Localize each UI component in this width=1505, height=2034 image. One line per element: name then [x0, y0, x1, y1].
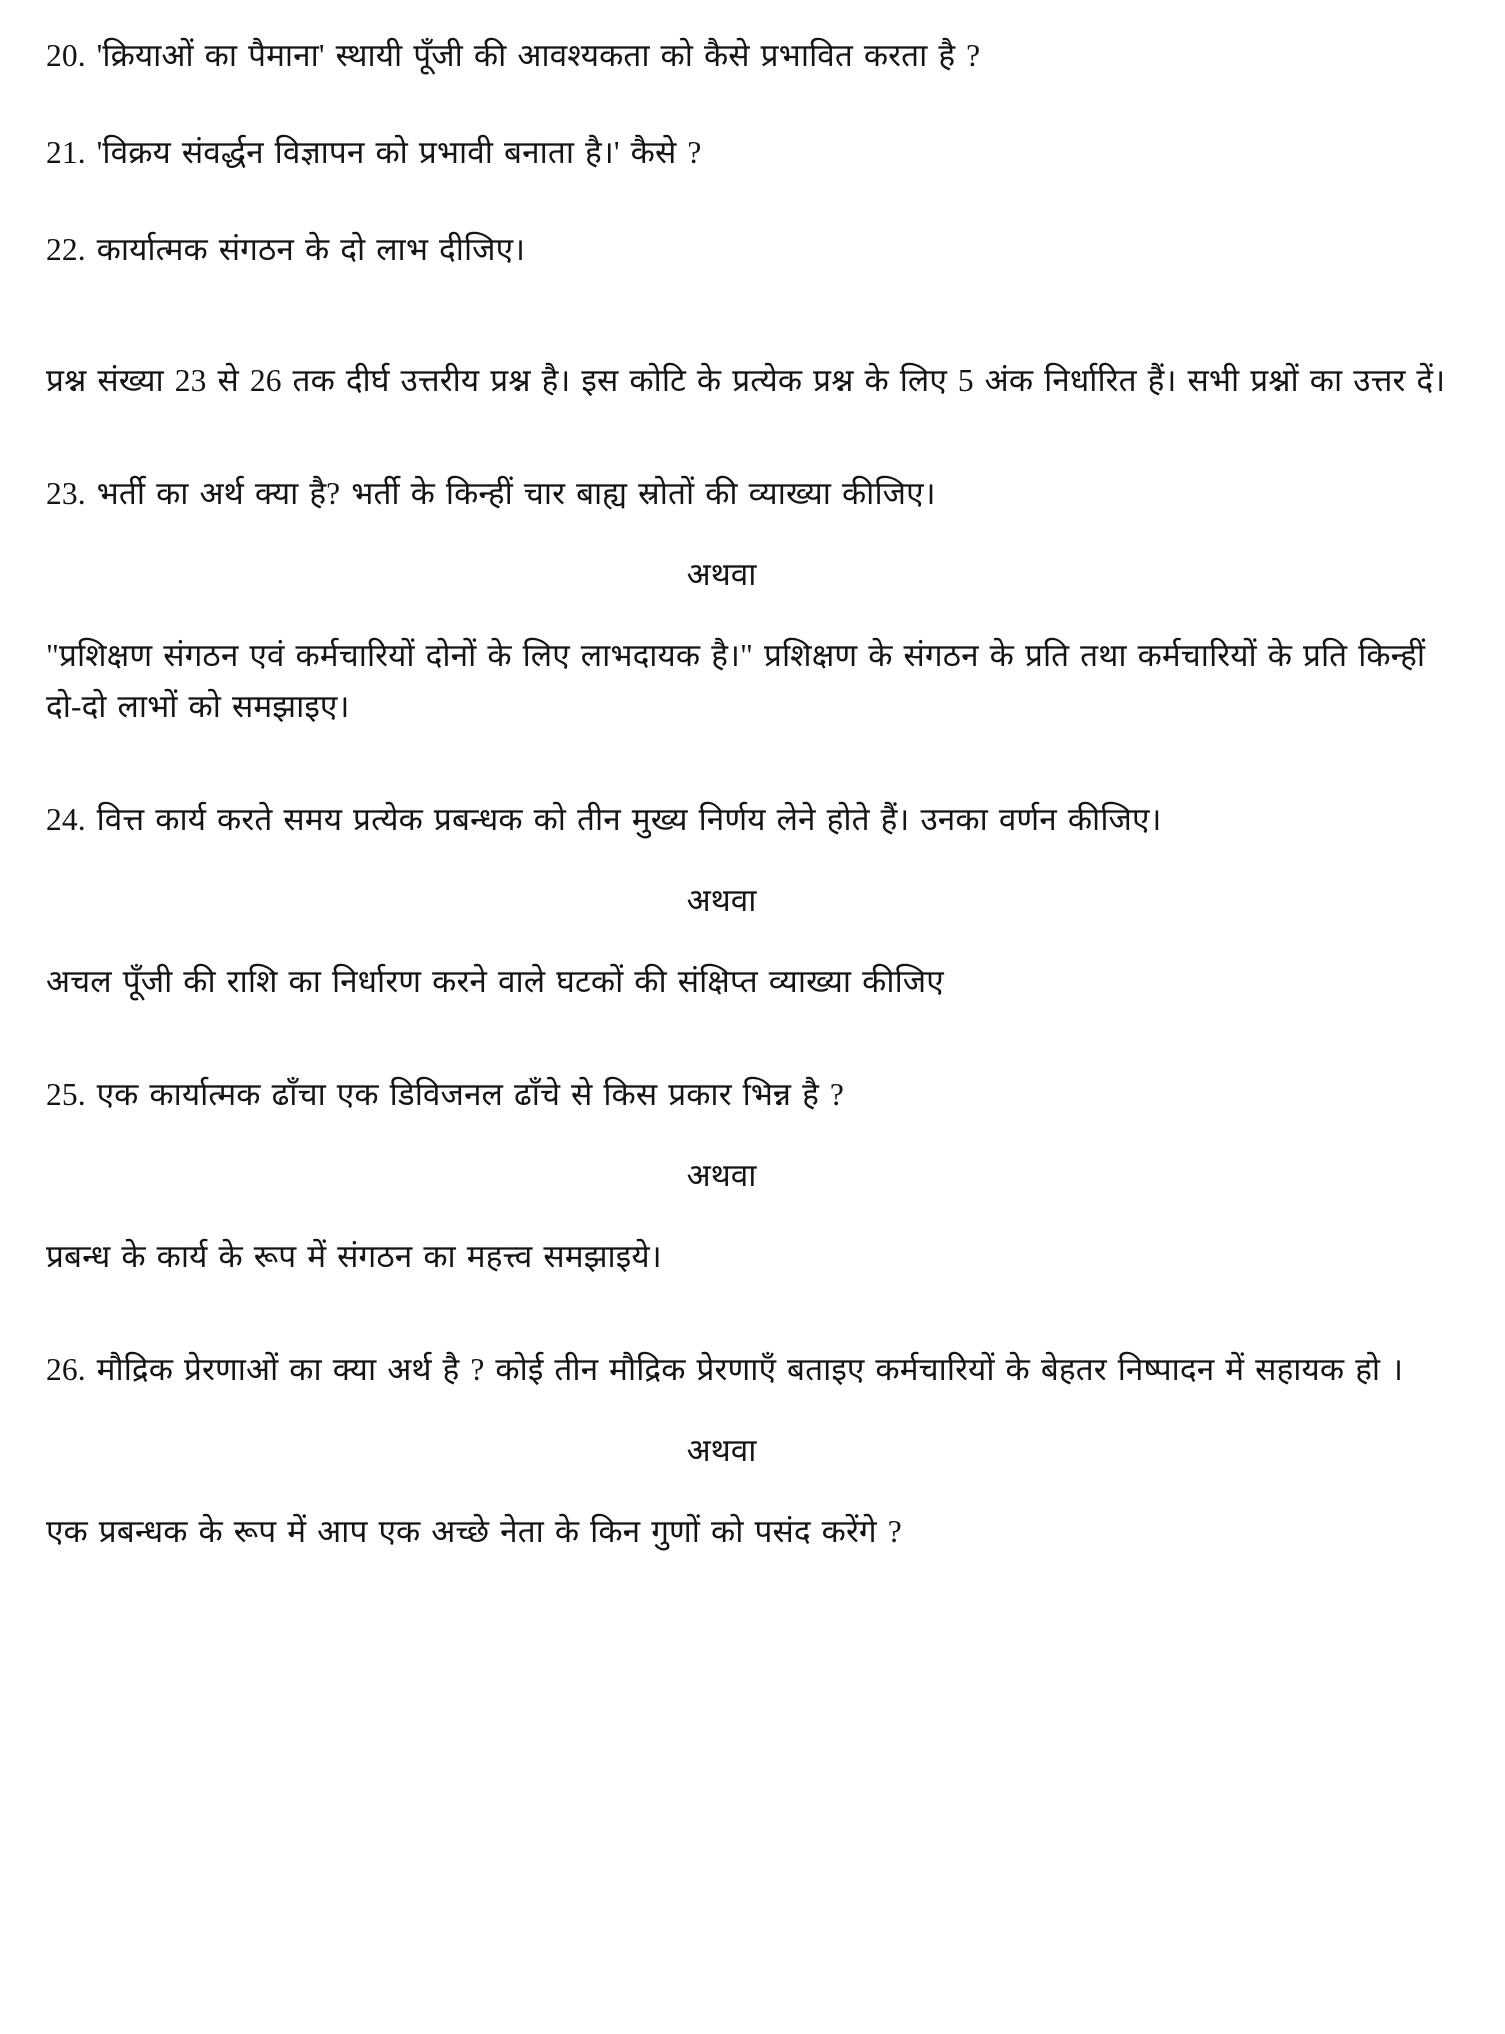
question-26: 26. मौद्रिक प्रेरणाओं का क्या अर्थ है ? कोई तीन मौद्रिक प्रेरणाएँ बताइए कर्मचारियों के बेहतर निष्पादन में सहायक हो । — [46, 1352, 1404, 1388]
spacer-after-q25-alt — [46, 1282, 1467, 1344]
spacer-before-q24-or — [46, 845, 1467, 875]
spacer-after-q24-alt — [46, 1007, 1467, 1069]
question-23-or-label: अथवा — [686, 557, 757, 593]
top-spacer — [46, 0, 1467, 30]
question-25-or-label: अथवा — [686, 1158, 757, 1194]
question-24-or-label: अथवा — [686, 883, 757, 919]
question-26-alternative: एक प्रबन्धक के रूप में आप एक अच्छे नेता के किन गुणों को पसंद करेंगे ? — [46, 1514, 902, 1550]
spacer-after-instruction — [46, 406, 1467, 468]
spacer-before-q25-or — [46, 1120, 1467, 1150]
question-20: 20. 'क्रियाओं का पैमाना' स्थायी पूँजी की आवश्यकता को कैसे प्रभावित करता है ? — [46, 38, 981, 73]
spacer-after-q26-or — [46, 1476, 1467, 1506]
question-24: 24. वित्त कार्य करते समय प्रत्येक प्रबन्धक को तीन मुख्य निर्णय लेने होते हैं। उनका वर्णन कीजिए। — [46, 802, 1162, 838]
spacer-after-q23-alt — [46, 732, 1467, 794]
question-22: 22. कार्यात्मक संगठन के दो लाभ दीजिए। — [46, 232, 526, 268]
spacer-after-q25-or — [46, 1201, 1467, 1231]
question-23: 23. भर्ती का अर्थ क्या है? भर्ती के किन्हीं चार बाह्य स्रोतों की व्याख्या कीजिए। — [46, 476, 936, 512]
spacer-after-q23-or — [46, 600, 1467, 630]
spacer-before-q26-or — [46, 1395, 1467, 1425]
spacer-after-q21 — [46, 178, 1467, 224]
question-21: 21. 'विक्रय संवर्द्धन विज्ञापन को प्रभावी बनाता है।' कैसे ? — [46, 135, 702, 171]
spacer-before-q23-or — [46, 519, 1467, 549]
question-23-alternative: "प्रशिक्षण संगठन एवं कर्मचारियों दोनों के लिए लाभदायक है।" प्रशिक्षण के संगठन के प्रति तथा कर्मचारियों के प्रति किन्हीं दो-दो लाभों को समझाइए। — [46, 638, 1426, 725]
long-answer-instruction: प्रश्न संख्या 23 से 26 तक दीर्घ उत्तरीय प्रश्न है। इस कोटि के प्रत्येक प्रश्न के लिए 5 अंक निर्धारित हैं। सभी प्रश्नों का उत्तर दें। — [46, 363, 1446, 399]
spacer-after-q22 — [46, 275, 1467, 355]
question-24-alternative: अचल पूँजी की राशि का निर्धारण करने वाले घटकों की संक्षिप्त व्याख्या कीजिए — [46, 964, 944, 1000]
question-25-alternative: प्रबन्ध के कार्य के रूप में संगठन का महत्त्व समझाइये। — [46, 1239, 662, 1275]
question-26-or-label: अथवा — [686, 1433, 757, 1469]
spacer-after-q24-or — [46, 926, 1467, 956]
spacer-after-q20 — [46, 81, 1467, 127]
question-25: 25. एक कार्यात्मक ढाँचा एक डिविजनल ढाँचे से किस प्रकार भिन्न है ? — [46, 1077, 844, 1113]
